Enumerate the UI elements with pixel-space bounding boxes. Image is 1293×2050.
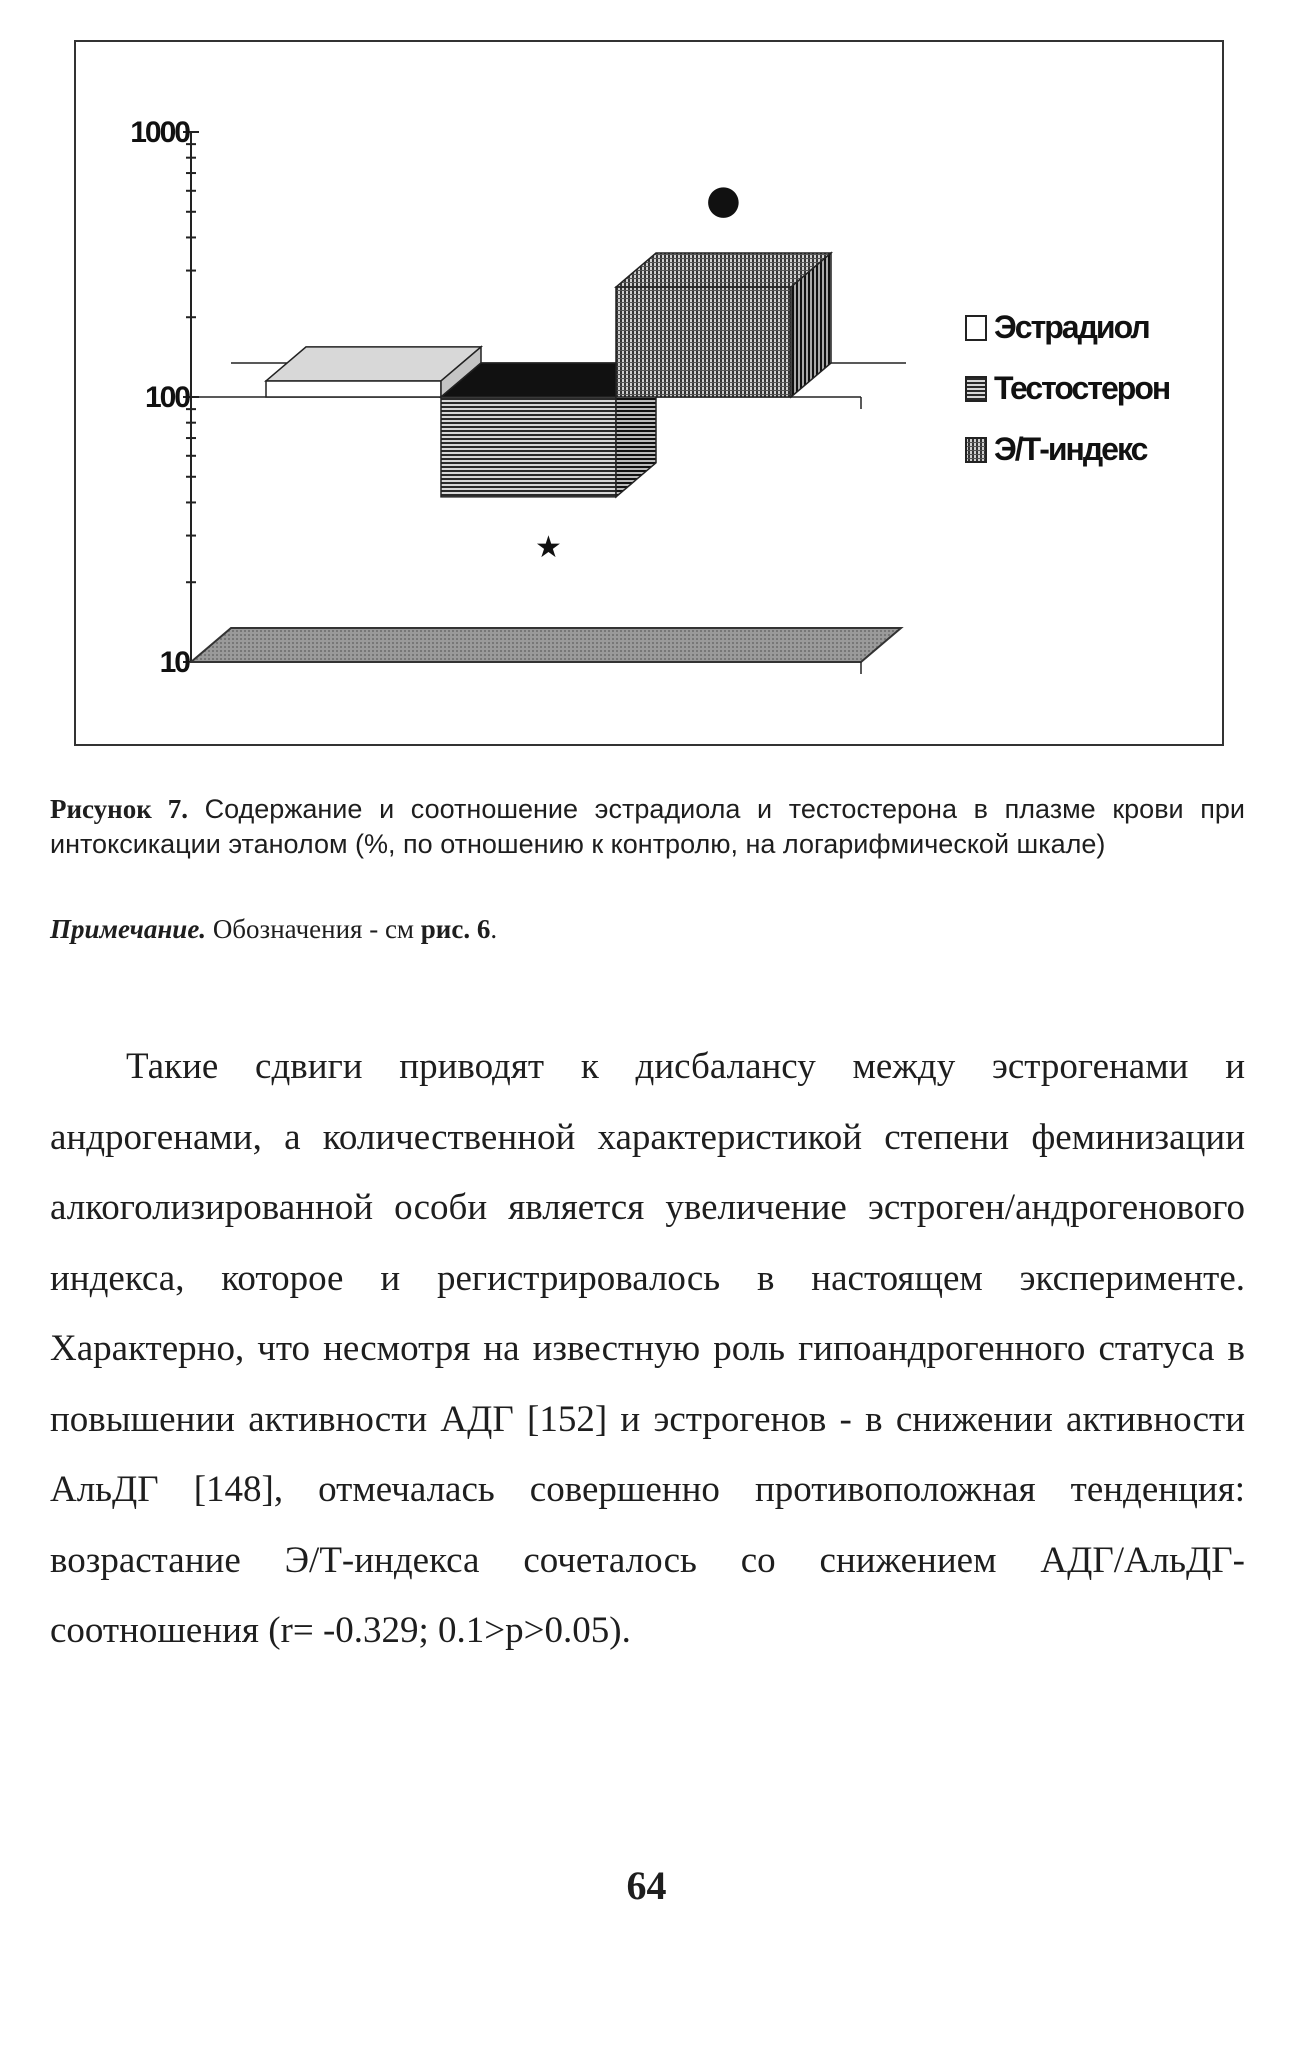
chart-floor — [191, 628, 901, 662]
y-axis-tick-label: 10 — [159, 646, 189, 679]
figure-caption-text: Содержание и соотношение эстрадиола и тестостерона в плазме крови при интоксикации этанолом (%, по отношению к контролю, на логарифмической шкале) — [50, 794, 1245, 859]
figure-note — [50, 914, 1245, 945]
significance-marker: ★ — [535, 529, 562, 565]
figure-caption — [50, 792, 1245, 862]
body-paragraph: Такие сдвиги приводят к дисбалансу между эстрогенами и андрогенами, а количественной характеристикой степени феминизации алкоголизированной особи является увеличение эстроген/андрогенового индекса, которое и регистрировалось в настоящем эксперименте. Характерно, что несмотря на известную роль гипоандрогенного статуса в повышении активности АДГ [152] и эстрогенов - в снижении активности АльДГ [148], отмечалась совершенно противоположная тенденция: возрастание Э/Т-индекса сочеталось со снижением АДГ/АльДГ-соотношения (r= -0.329; 0.1>p>0.05). — [50, 1046, 1245, 1651]
bar-front — [266, 381, 441, 397]
note-label: Примечание. — [50, 914, 207, 944]
legend-label: Тестостерон — [994, 370, 1170, 406]
legend-swatch — [966, 438, 986, 462]
significance-marker: ● — [706, 177, 741, 224]
legend-swatch — [966, 377, 986, 401]
y-axis-tick-label: 100 — [144, 381, 189, 414]
note-end: . — [490, 914, 498, 944]
chart-svg — [76, 42, 1222, 744]
bar-front — [441, 397, 616, 497]
page-number: 64 — [626, 1863, 667, 1908]
legend-swatch — [966, 316, 986, 340]
chart-figure — [74, 40, 1224, 746]
note-text: Обозначения - см — [206, 914, 421, 944]
bar-front — [616, 287, 791, 397]
legend-label: Э/Т-индекс — [994, 431, 1147, 467]
y-axis-tick-label: 1000 — [130, 116, 189, 149]
figure-caption-title: Рисунок 7. — [50, 794, 188, 824]
legend-label: Эстрадиол — [994, 309, 1149, 345]
note-reference: рис. 6 — [420, 914, 491, 944]
